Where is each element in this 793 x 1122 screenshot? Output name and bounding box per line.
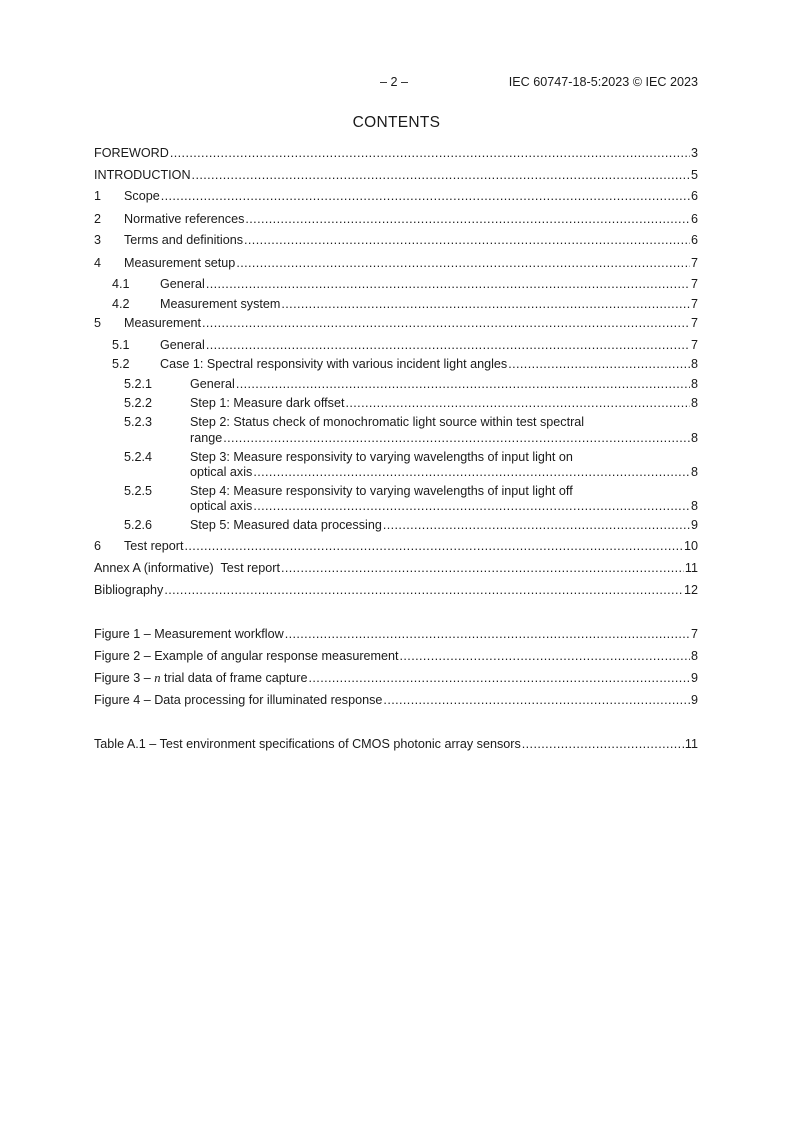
list-of-tables-item-1[interactable] bbox=[94, 737, 698, 753]
toc-entry-text: Test report bbox=[124, 539, 184, 553]
toc-entry-page: 8 bbox=[690, 357, 698, 371]
toc-entry-annex-a[interactable] bbox=[94, 561, 698, 577]
toc-entry-number: 6 bbox=[94, 539, 102, 553]
toc-entry-test-report[interactable] bbox=[94, 539, 698, 555]
toc-entry-page: 7 bbox=[690, 297, 698, 311]
toc-entry-text: Scope bbox=[124, 189, 160, 203]
toc-entry-5-2-4[interactable] bbox=[94, 450, 698, 466]
figure-entry-page: 9 bbox=[690, 693, 698, 707]
toc-entry-number: 5.1 bbox=[112, 338, 130, 352]
toc-entry-number: 4.1 bbox=[112, 277, 130, 291]
toc-entry-text: range bbox=[190, 431, 223, 445]
toc-entry-foreword[interactable] bbox=[94, 146, 698, 162]
table-entry-page: 11 bbox=[684, 737, 698, 751]
toc-entry-page: 5 bbox=[690, 168, 698, 182]
toc-entry-page: 6 bbox=[690, 233, 698, 247]
toc-entry-measurement-setup[interactable] bbox=[94, 256, 698, 272]
toc-entry-text: Step 1: Measure dark offset bbox=[190, 396, 345, 410]
page-title: CONTENTS bbox=[352, 114, 441, 131]
table-entry-text: Table A.1 – Test environment specifications of CMOS photonic array sensors bbox=[94, 737, 521, 751]
toc-entry-text: Measurement system bbox=[160, 297, 281, 311]
toc-entry-number: 5.2.2 bbox=[124, 396, 153, 410]
toc-entry-5-2-5-cont[interactable] bbox=[94, 499, 698, 515]
toc-entry-4-1[interactable] bbox=[94, 277, 698, 293]
toc-entry-number: 4.2 bbox=[112, 297, 130, 311]
toc-entry-text: Normative references bbox=[124, 212, 245, 226]
toc-entry-number: 5.2.5 bbox=[124, 484, 153, 498]
page-number: – 2 – bbox=[380, 75, 409, 89]
toc-entry-page: 7 bbox=[690, 316, 698, 330]
figure-entry-text: Figure 3 – n trial data of frame capture bbox=[94, 671, 308, 685]
toc-entry-page: 7 bbox=[690, 277, 698, 291]
toc-entry-text: Terms and definitions bbox=[124, 233, 244, 247]
toc-entry-page: 11 bbox=[684, 561, 698, 575]
toc-entry-page: 8 bbox=[690, 431, 698, 445]
toc-entry-text: Step 5: Measured data processing bbox=[190, 518, 382, 532]
toc-entry-text: General bbox=[160, 277, 205, 291]
toc-entry-text: Measurement setup bbox=[124, 256, 236, 270]
toc-entry-page: 10 bbox=[683, 539, 698, 553]
toc-entry-text: General bbox=[190, 377, 235, 391]
toc-entry-text: optical axis bbox=[190, 499, 253, 513]
list-of-figures-item-4[interactable] bbox=[94, 693, 698, 709]
figure-entry-page: 8 bbox=[690, 649, 698, 663]
toc-entry-5-2-5[interactable] bbox=[94, 484, 698, 500]
figure-entry-page: 9 bbox=[690, 671, 698, 685]
figure-entry-text: Figure 1 – Measurement workflow bbox=[94, 627, 284, 641]
toc-entry-page: 9 bbox=[690, 518, 698, 532]
toc-entry-5-2-6[interactable] bbox=[94, 518, 698, 534]
toc-entry-text: General bbox=[160, 338, 205, 352]
toc-entry-number: 5.2.3 bbox=[124, 415, 153, 429]
toc-entry-5-2[interactable] bbox=[94, 357, 698, 373]
toc-entry-text: Annex A (informative) Test report bbox=[94, 561, 280, 575]
figure-entry-text: Figure 2 – Example of angular response measurement bbox=[94, 649, 399, 663]
toc-entry-text: Bibliography bbox=[94, 583, 164, 597]
toc-entry-number: 5.2.1 bbox=[124, 377, 153, 391]
toc-entry-4-2[interactable] bbox=[94, 297, 698, 313]
toc-entry-page: 3 bbox=[690, 146, 698, 160]
toc-entry-number: 3 bbox=[94, 233, 102, 247]
toc-entry-bibliography[interactable] bbox=[94, 583, 698, 599]
toc-entry-text: FOREWORD bbox=[94, 146, 169, 160]
toc-entry-introduction[interactable] bbox=[94, 168, 698, 184]
toc-entry-text-line1: Step 3: Measure responsivity to varying wavelengths of input light on bbox=[190, 450, 573, 464]
toc-entry-number: 5.2.4 bbox=[124, 450, 153, 464]
toc-entry-text-line1: Step 4: Measure responsivity to varying wavelengths of input light off bbox=[190, 484, 573, 498]
page-header bbox=[0, 75, 793, 93]
toc-entry-page: 8 bbox=[690, 499, 698, 513]
list-of-figures-item-2[interactable] bbox=[94, 649, 698, 665]
toc-entry-5-2-4-cont[interactable] bbox=[94, 465, 698, 481]
toc-entry-number: 2 bbox=[94, 212, 102, 226]
list-of-figures-item-3[interactable] bbox=[94, 671, 698, 687]
figure-entry-text: Figure 4 – Data processing for illuminated response bbox=[94, 693, 383, 707]
toc-entry-page: 6 bbox=[690, 189, 698, 203]
toc-entry-measurement[interactable] bbox=[94, 316, 698, 332]
toc-entry-page: 7 bbox=[690, 338, 698, 352]
figure-entry-page: 7 bbox=[690, 627, 698, 641]
toc-entry-5-2-2[interactable] bbox=[94, 396, 698, 412]
toc-entry-terms[interactable] bbox=[94, 233, 698, 249]
toc-entry-scope[interactable] bbox=[94, 189, 698, 205]
toc-entry-page: 8 bbox=[690, 396, 698, 410]
toc-entry-text: optical axis bbox=[190, 465, 253, 479]
toc-entry-page: 6 bbox=[690, 212, 698, 226]
toc-entry-text: INTRODUCTION bbox=[94, 168, 191, 182]
toc-entry-number: 4 bbox=[94, 256, 102, 270]
toc-entry-5-2-3[interactable] bbox=[94, 415, 698, 431]
list-of-figures-item-1[interactable] bbox=[94, 627, 698, 643]
document-reference: IEC 60747-18-5:2023 © IEC 2023 bbox=[508, 75, 698, 89]
toc-entry-text-line1: Step 2: Status check of monochromatic light source within test spectral bbox=[190, 415, 585, 429]
toc-entry-5-2-1[interactable] bbox=[94, 377, 698, 393]
toc-entry-5-1[interactable] bbox=[94, 338, 698, 354]
toc-entry-5-2-3-cont[interactable] bbox=[94, 431, 698, 447]
toc-entry-text: Case 1: Spectral responsivity with various incident light angles bbox=[160, 357, 508, 371]
toc-entry-page: 12 bbox=[683, 583, 698, 597]
toc-entry-number: 5.2.6 bbox=[124, 518, 153, 532]
toc-entry-number: 5.2 bbox=[112, 357, 130, 371]
toc-entry-page: 7 bbox=[690, 256, 698, 270]
toc-entry-number: 5 bbox=[94, 316, 102, 330]
toc-entry-normative-references[interactable] bbox=[94, 212, 698, 228]
toc-entry-number: 1 bbox=[94, 189, 102, 203]
toc-entry-text: Measurement bbox=[124, 316, 201, 330]
toc-entry-page: 8 bbox=[690, 377, 698, 391]
toc-entry-page: 8 bbox=[690, 465, 698, 479]
